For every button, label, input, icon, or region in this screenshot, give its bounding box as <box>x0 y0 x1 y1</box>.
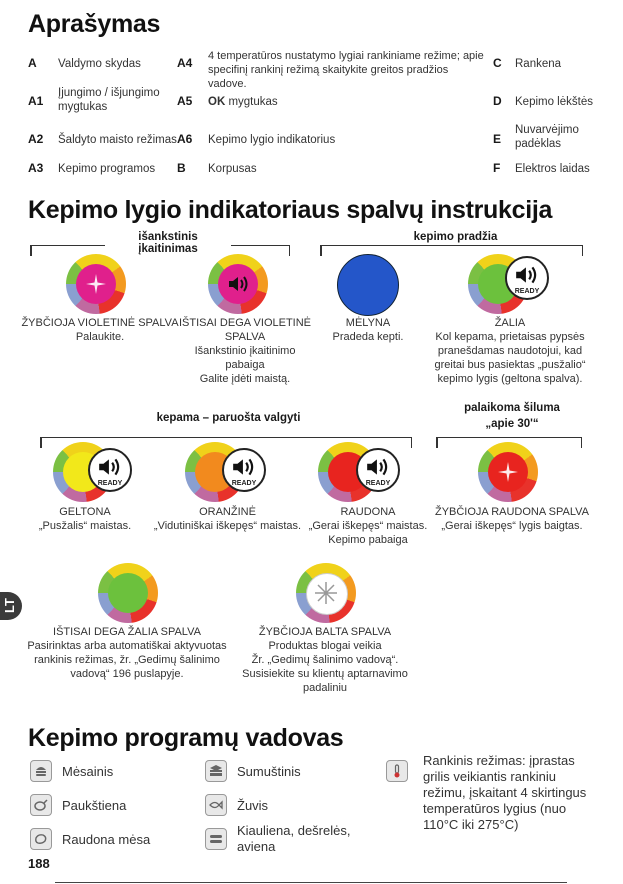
indicator-blue <box>337 254 397 314</box>
sausage-icon <box>205 828 227 850</box>
part-code: F <box>493 161 501 175</box>
ready-label: READY <box>365 480 391 487</box>
part-text: Įjungimo / išjungimo mygtukas <box>58 87 160 113</box>
indicator-caption: RAUDONA „Gerai iškepęs“ maistas. Kepimo pabaiga <box>308 506 428 546</box>
part-code: E <box>493 132 502 146</box>
indicator-caption: IŠTISAI DEGA ŽALIA SPALVA Pasirinktas arba automatiškai aktyvuotas rankinis režimas, žr. „Gedimų šalinimo vadovą“ 196 puslapyje. <box>27 626 227 680</box>
part-code: A5 <box>177 94 193 108</box>
part-text: Korpusas <box>208 163 257 175</box>
ready-label: READY <box>231 480 257 487</box>
program-label: Žuvis <box>237 798 269 813</box>
group-label-keep-2: „apie 30'“ <box>454 418 570 430</box>
part-code: A4 <box>177 56 193 70</box>
indicator-caption: ORANŽINĖ „Vidutiniškai iškepęs“ maistas. <box>153 506 302 532</box>
indicator-caption: MĖLYNA Pradeda kepti. <box>332 317 404 343</box>
part-text: Kepimo lėkštės <box>515 96 593 108</box>
fish-icon <box>205 794 227 816</box>
indicator-caption: GELTONA „Pusžalis“ maistas. <box>38 506 132 532</box>
group-bracket-keep <box>436 437 582 438</box>
part-text: Valdymo skydas <box>58 58 141 70</box>
part-code: A6 <box>177 132 193 146</box>
part-text <box>208 95 408 109</box>
indicator-caption: ŽYBČIOJA BALTA SPALVA Produktas blogai veikia Žr. „Gedimų šalinimo vadovą“. Susisiekite su klientų aptarnavimo padaliniu <box>242 626 408 694</box>
indicator-green-solid <box>98 563 158 623</box>
indicator-violet-solid <box>208 254 268 314</box>
group-label-start: kepimo pradžia <box>405 231 506 243</box>
language-tab: LT <box>0 592 22 620</box>
part-text: Kepimo lygio indikatorius <box>208 134 336 146</box>
group-label-keep-1: palaikoma šiluma <box>454 402 570 414</box>
part-code: A1 <box>28 94 44 108</box>
group-bracket-start <box>320 245 583 246</box>
indicator-white-blinking <box>296 563 356 623</box>
ready-label: READY <box>97 480 123 487</box>
ready-speaker-badge <box>88 448 132 492</box>
manual-mode-text: Rankinis režimas: įprastas grilis veikiantis rankiniu režimu, įskaitant 4 skirtingus temperatūros lygius (nuo 110°C iki 275°C) <box>423 753 587 832</box>
speaker-icon <box>226 272 250 296</box>
sparkle-icon <box>496 460 520 484</box>
section-title-colors: Kepimo lygio indikatoriaus spalvų instrukcija <box>28 196 553 224</box>
burger-icon <box>30 760 52 782</box>
part-code: C <box>493 56 502 70</box>
indicator-violet-blinking <box>66 254 126 314</box>
part-code: A <box>28 56 37 70</box>
speaker-icon <box>365 456 391 478</box>
indicator-red-blinking <box>478 442 538 502</box>
page-number: 188 <box>28 856 50 871</box>
indicator-caption: ŽYBČIOJA VIOLETINĖ SPALVA Palaukite. <box>21 317 179 343</box>
ready-speaker-badge <box>222 448 266 492</box>
group-bracket-ready <box>40 437 412 438</box>
part-text-rest: mygtukas <box>228 96 278 108</box>
section-title-programs: Kepimo programų vadovas <box>28 724 344 752</box>
ok-label: OK <box>208 96 226 108</box>
part-text: Šaldyto maisto režimas <box>58 134 177 146</box>
part-code: D <box>493 94 502 108</box>
group-label-ready: kepama – paruošta valgyti <box>148 412 309 424</box>
speaker-icon <box>97 456 123 478</box>
indicator-caption: IŠTISAI DEGA VIOLETINĖ SPALVA Išankstinio įkaitinimo pabaiga Galite įdėti maistą. <box>178 317 312 385</box>
indicator-caption: ŽYBČIOJA RAUDONA SPALVA „Gerai iškepęs“ lygis baigtas. <box>434 506 590 532</box>
part-text: Rankena <box>515 58 562 70</box>
indicator-core <box>337 254 399 316</box>
sandwich-icon <box>205 760 227 782</box>
part-code: A3 <box>28 161 44 175</box>
speaker-icon <box>514 264 540 286</box>
thermometer-icon <box>386 760 408 782</box>
sparkle-icon <box>314 581 338 605</box>
program-label: Raudona mėsa <box>62 832 151 847</box>
part-text: 4 temperatūros nustatymo lygiai rankiniame režime; apie specifinį rankinį režimą skaitykite greitos pradžios vadove. <box>208 50 484 90</box>
part-code: A2 <box>28 132 44 146</box>
group-label-preheat: išankstinis įkaitinimas <box>105 231 231 255</box>
program-label: Paukštiena <box>62 798 127 813</box>
program-label: Sumuštinis <box>237 764 301 779</box>
program-label: Mėsainis <box>62 764 114 779</box>
section-title-description: Aprašymas <box>28 10 161 38</box>
part-text: Nuvarvėjimo padėklas <box>515 124 579 150</box>
part-code: B <box>177 161 186 175</box>
footer-rule <box>55 882 567 883</box>
steak-icon <box>30 828 52 850</box>
ready-speaker-badge <box>505 256 549 300</box>
program-label: Kiauliena, dešrelės, aviena <box>237 823 351 854</box>
indicator-caption: ŽALIA Kol kepama, prietaisas pypsės pranešdamas naudotojui, kad greitai bus pasiektas „pusžalio“ kepimo lygis (geltona spalva). <box>434 317 586 385</box>
part-text: Kepimo programos <box>58 163 156 175</box>
ready-label: READY <box>514 288 540 295</box>
speaker-icon <box>231 456 257 478</box>
ready-speaker-badge <box>356 448 400 492</box>
part-text: Elektros laidas <box>515 163 590 175</box>
poultry-icon <box>30 794 52 816</box>
indicator-core <box>108 573 148 613</box>
sparkle-icon <box>84 272 108 296</box>
